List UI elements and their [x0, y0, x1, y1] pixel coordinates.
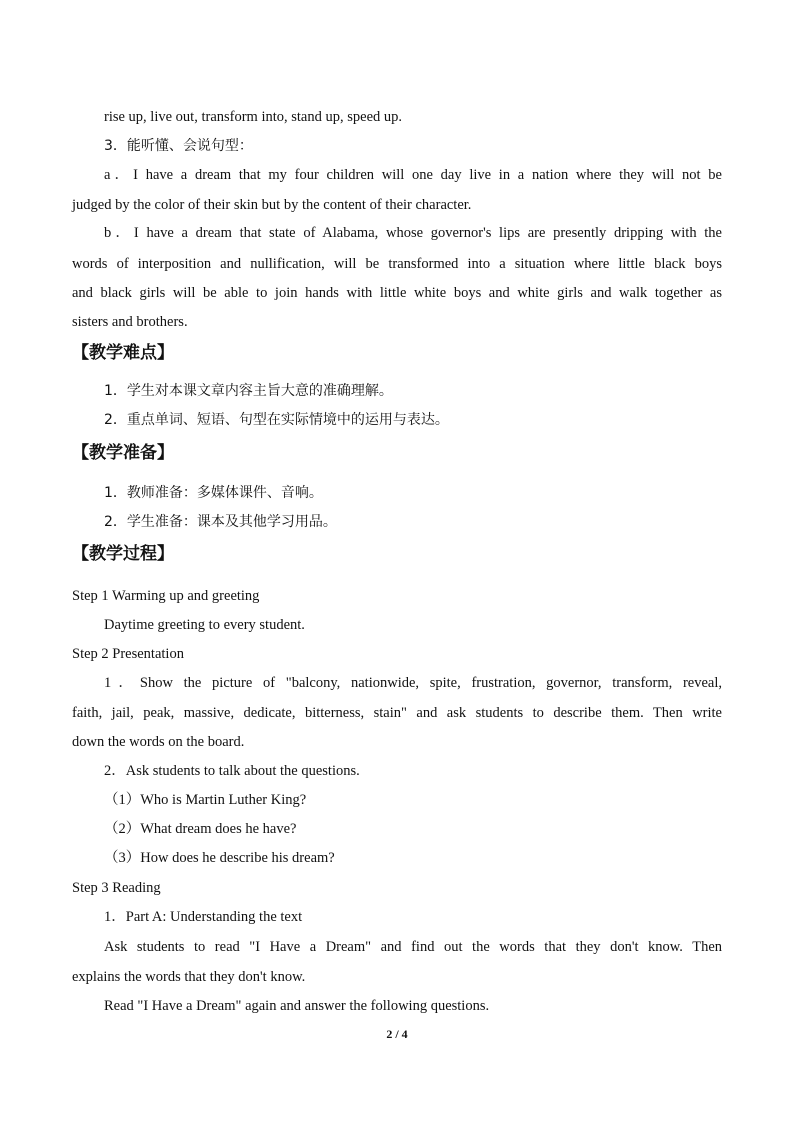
text-line: rise up, live out, transform into, stand up, speed up.	[104, 109, 403, 125]
text-line: Read "I Have a Dream" again and answer the following questions.	[104, 998, 490, 1014]
text-line: 1．学生对本课文章内容主旨大意的准确理解。	[104, 383, 393, 399]
text-line: 2．学生准备：课本及其他学习用品。	[104, 514, 337, 530]
text-line: Step 1 Warming up and greeting	[72, 588, 260, 604]
text-line: 2．Ask students to talk about the questions.	[104, 763, 360, 779]
section-heading: 【教学过程】	[72, 544, 174, 564]
text-line: 1．Part A: Understanding the text	[104, 909, 303, 925]
text-line: Step 2 Presentation	[72, 646, 184, 662]
text-line: 2．重点单词、短语、句型在实际情境中的运用与表达。	[104, 412, 449, 428]
page-number: 2 / 4	[386, 1027, 408, 1041]
text-line: Step 3 Reading	[72, 880, 161, 896]
text-line: 3．能听懂、会说句型：	[104, 138, 253, 154]
text-line: sisters and brothers.	[72, 314, 188, 330]
text-line: Ask students to read "I Have a Dream" and find out the words that they don't know. Then	[104, 939, 722, 955]
text-line: b．I have a dream that state of Alabama, whose governor's lips are presently dripping with the	[104, 225, 722, 241]
text-line: 1．教师准备：多媒体课件、音响。	[104, 485, 323, 501]
text-line: and black girls will be able to join hands with little white boys and white girls and walk together as	[72, 285, 722, 301]
text-line: explains the words that they don't know.	[72, 969, 306, 985]
text-line: words of interposition and nullification, will be transformed into a situation where little black boys	[72, 256, 722, 272]
text-line: 1．Show the picture of "balcony, nationwide, spite, frustration, governor, transform, reveal,	[104, 675, 722, 691]
section-heading: 【教学难点】	[72, 343, 174, 363]
text-line: Daytime greeting to every student.	[104, 617, 305, 633]
text-line: （1）Who is Martin Luther King?	[104, 792, 307, 808]
text-line: a．I have a dream that my four children will one day live in a nation where they will not be	[104, 167, 722, 183]
text-line: faith, jail, peak, massive, dedicate, bitterness, stain" and ask students to describe them. Then write	[72, 705, 722, 721]
text-line: down the words on the board.	[72, 734, 245, 750]
text-line: （2）What dream does he have?	[104, 821, 297, 837]
section-heading: 【教学准备】	[72, 443, 174, 463]
text-line: （3）How does he describe his dream?	[104, 850, 335, 866]
text-line: judged by the color of their skin but by the content of their character.	[72, 197, 472, 213]
